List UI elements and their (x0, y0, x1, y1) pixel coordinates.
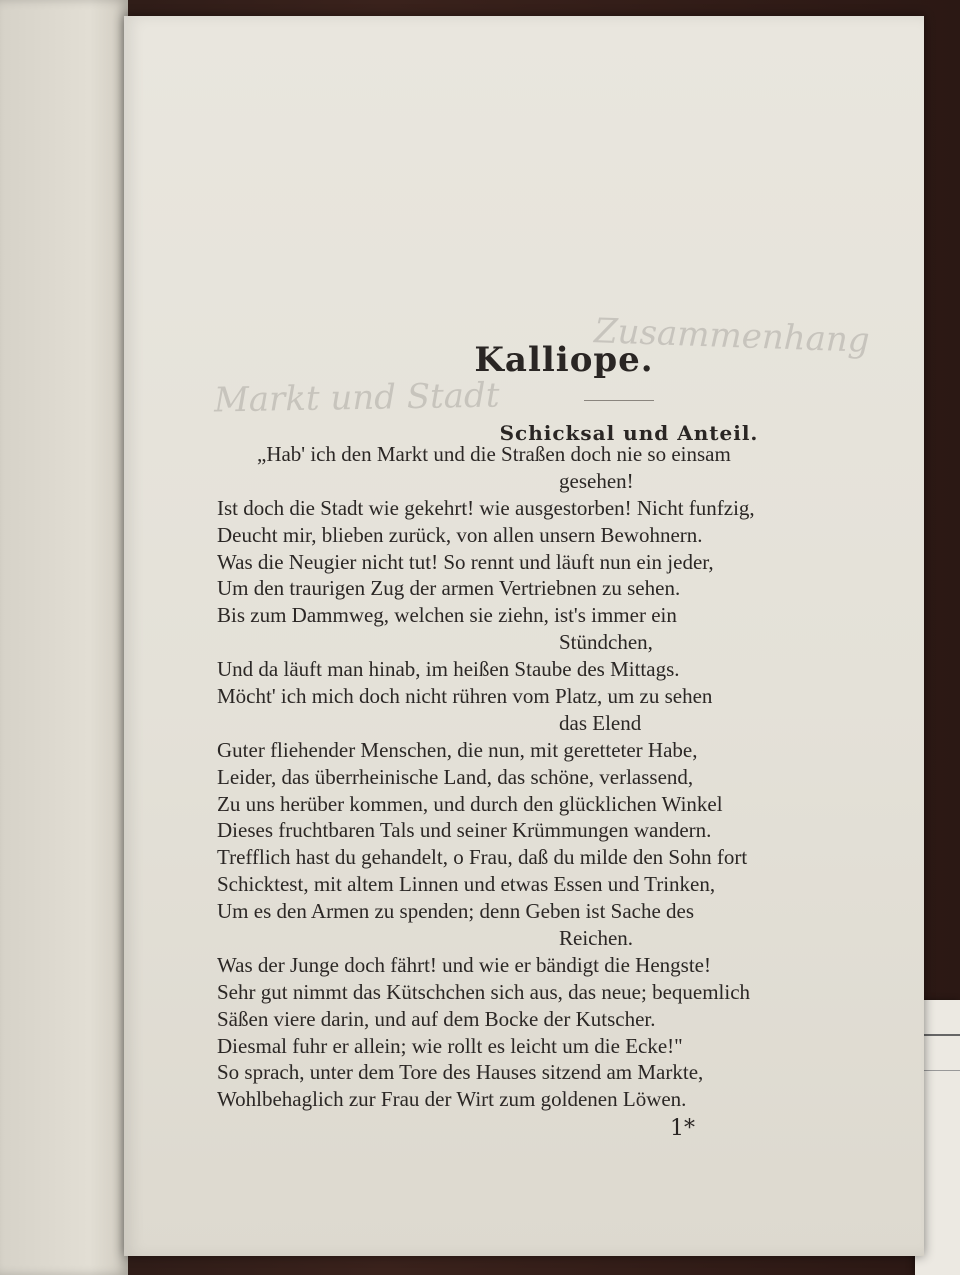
poem-line: Diesmal fuhr er allein; wie rollt es leicht um die Ecke!" (217, 1033, 683, 1058)
poem-line: Was die Neugier nicht tut! So rennt und läuft nun ein jeder, (217, 549, 714, 574)
poem-line: Was der Junge doch fährt! und wie er bändigt die Hengste! (217, 952, 711, 977)
poem-line: Säßen viere darin, und auf dem Bocke der Kutscher. (217, 1006, 656, 1031)
poem-line: „Hab' ich den Markt und die Straßen doch nie so einsam (257, 442, 731, 466)
poem-line: Guter fliehender Menschen, die nun, mit geretteter Habe, (217, 737, 698, 762)
poem-line-turnover: gesehen! (559, 468, 634, 493)
poem-line: Leider, das überrheinische Land, das schöne, verlassend, (217, 764, 694, 789)
poem-line: Trefflich hast du gehandelt, o Frau, daß du milde den Sohn fort (217, 845, 748, 870)
poem-line: Und da läuft man hinab, im heißen Staube des Mittags. (217, 657, 680, 682)
poem-body (217, 441, 807, 1113)
background-rule (923, 1070, 960, 1071)
page-title: Kalliope. (474, 340, 654, 380)
poem-line-turnover: das Elend (559, 710, 642, 735)
poem-line: Deucht mir, blieben zurück, von allen unsern Bewohnern. (217, 522, 703, 547)
poem-line: Ist doch die Stadt wie gekehrt! wie ausgestorben! Nicht funfzig, (217, 495, 755, 520)
title-ornament (584, 400, 654, 401)
poem-line: Bis zum Dammweg, welchen sie ziehn, ist's immer ein (217, 603, 677, 628)
background-rule (923, 1034, 960, 1036)
poem-line: Zu uns herüber kommen, und durch den glücklichen Winkel (217, 791, 723, 816)
poem-line: Dieses fruchtbaren Tals und seiner Krümmungen wandern. (217, 818, 712, 843)
signature-mark: 1* (670, 1116, 695, 1141)
pencil-annotation: Markt und Stadt (213, 375, 500, 421)
poem-line: Schicktest, mit altem Linnen und etwas Essen und Trinken, (217, 872, 716, 897)
poem-line: Um den traurigen Zug der armen Vertriebnen zu sehen. (217, 576, 681, 601)
facing-page-edge (0, 0, 128, 1275)
section-title: Schicksal und Anteil. (499, 421, 759, 445)
poem-line-turnover: Stündchen, (559, 630, 653, 655)
poem-line: Sehr gut nimmt das Kütschchen sich aus, das neue; bequemlich (217, 979, 751, 1004)
poem-line: Möcht' ich mich doch nicht rühren vom Platz, um zu sehen (217, 684, 713, 709)
poem-line: So sprach, unter dem Tore des Hauses sitzend am Markte, (217, 1060, 704, 1085)
poem-line: Wohlbehaglich zur Frau der Wirt zum goldenen Löwen. (217, 1087, 687, 1112)
poem-line: Um es den Armen zu spenden; denn Geben ist Sache des (217, 899, 695, 924)
poem-line-turnover: Reichen. (559, 926, 634, 951)
pencil-annotation: Zusammenhang (593, 311, 871, 361)
